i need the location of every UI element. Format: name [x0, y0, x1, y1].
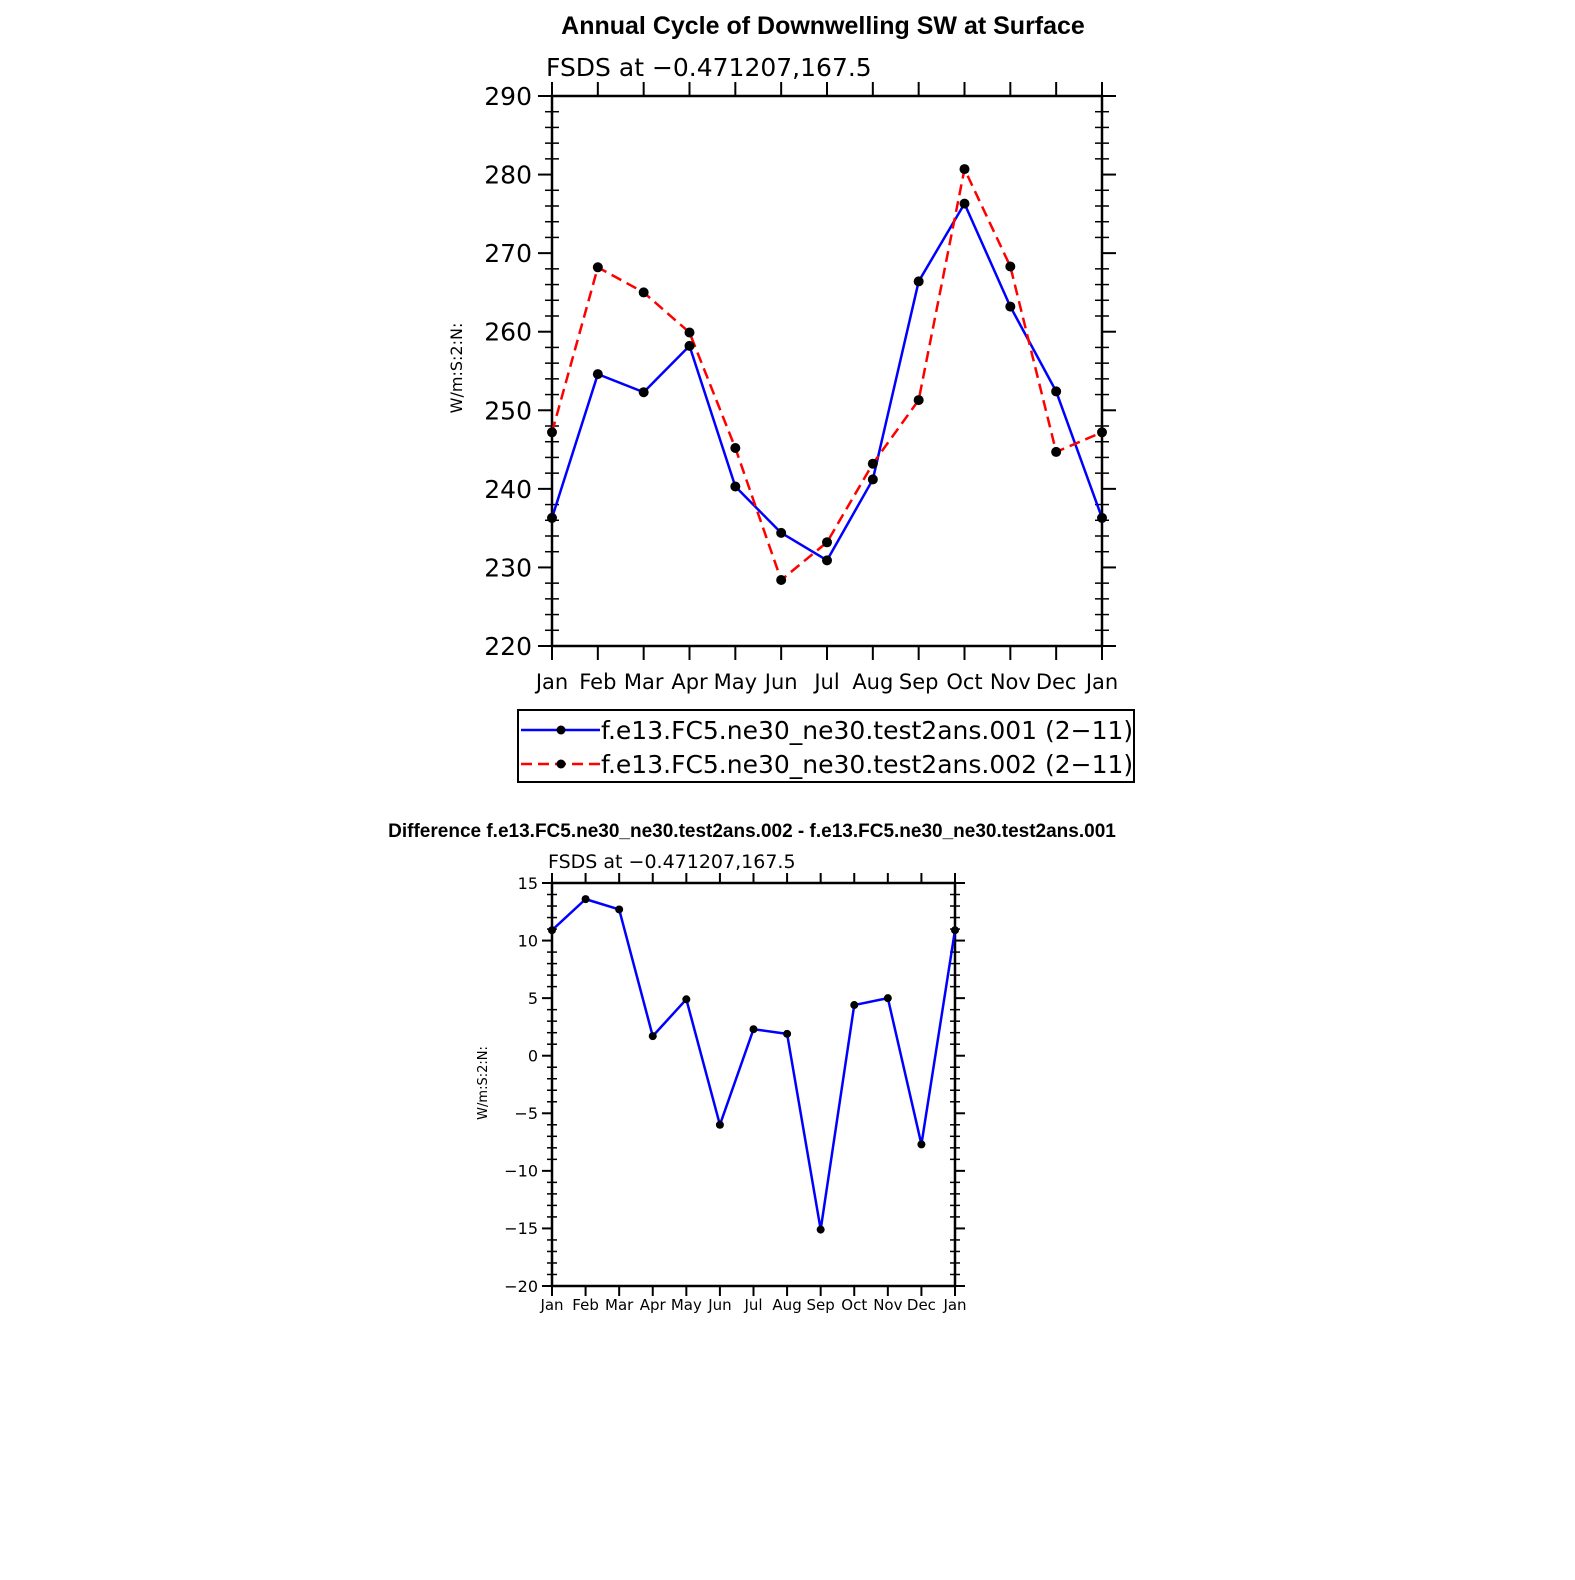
- data-point-series-1: [817, 1226, 825, 1234]
- x-tick-label: Dec: [1035, 670, 1077, 694]
- y-tick-label: 10: [517, 931, 538, 951]
- x-tick-label: Jul: [744, 1296, 763, 1314]
- y-axis-label: W/m:S:2:N:: [447, 322, 466, 414]
- data-point-series-1: [1051, 386, 1061, 396]
- x-tick-label: Feb: [572, 1296, 599, 1314]
- data-point-series-1: [822, 555, 832, 565]
- chart-subtitle: FSDS at −0.471207,167.5: [546, 53, 872, 82]
- data-point-series-2: [914, 395, 924, 405]
- chart-title: Annual Cycle of Downwelling SW at Surface: [561, 12, 1085, 40]
- y-tick-label: 290: [484, 82, 532, 111]
- data-points: [548, 895, 959, 1233]
- series-lines: [552, 899, 955, 1229]
- data-point-series-1: [951, 926, 959, 934]
- x-tick-label: Feb: [579, 670, 617, 694]
- data-point-series-1: [884, 994, 892, 1002]
- chart-title: Difference f.e13.FC5.ne30_ne30.test2ans.002 - f.e13.FC5.ne30_ne30.test2ans.001: [388, 821, 1116, 842]
- legend-label-series-2: f.e13.FC5.ne30_ne30.test2ans.002 (2−11): [601, 750, 1134, 779]
- x-tick-label: Sep: [806, 1296, 835, 1314]
- data-point-series-1: [776, 528, 786, 538]
- x-tick-label: Mar: [605, 1296, 634, 1314]
- data-point-series-2: [685, 328, 695, 338]
- y-tick-label: 220: [484, 632, 532, 661]
- x-tick-label: Aug: [852, 670, 894, 694]
- data-point-series-2: [776, 575, 786, 585]
- x-tick-label: Apr: [671, 670, 708, 694]
- y-tick-label: 0: [527, 1046, 538, 1066]
- data-point-series-2: [1051, 447, 1061, 457]
- plot-frame: [552, 883, 955, 1286]
- legend-marker-series-2: [557, 760, 566, 769]
- data-point-series-1: [850, 1001, 858, 1009]
- series-line-1: [552, 899, 955, 1229]
- x-tick-label: Jun: [708, 1296, 732, 1314]
- y-tick-label: 280: [484, 160, 532, 190]
- y-tick-label: 230: [484, 553, 532, 583]
- series-lines: [552, 169, 1102, 580]
- data-point-series-1: [868, 474, 878, 484]
- x-tick-label: Jan: [943, 1296, 967, 1314]
- data-point-series-1: [593, 369, 603, 379]
- data-point-series-1: [682, 995, 690, 1003]
- x-tick-label: Jun: [764, 670, 798, 694]
- data-point-series-2: [1097, 427, 1107, 437]
- x-tick-label: Oct: [841, 1296, 868, 1314]
- x-tick-label: Sep: [898, 670, 939, 694]
- data-point-series-2: [593, 262, 603, 272]
- data-point-series-1: [914, 276, 924, 286]
- axes: [504, 873, 966, 1314]
- data-point-series-2: [822, 537, 832, 547]
- x-tick-label: May: [670, 1296, 702, 1314]
- series-line-2: [552, 169, 1102, 580]
- legend-label-series-1: f.e13.FC5.ne30_ne30.test2ans.001 (2−11): [601, 716, 1134, 745]
- x-tick-label: Jan: [1085, 670, 1119, 694]
- data-point-series-2: [547, 427, 557, 437]
- x-tick-label: May: [713, 670, 758, 694]
- y-tick-label: 260: [484, 317, 532, 347]
- difference-chart: [388, 821, 1116, 1314]
- data-points: [547, 164, 1107, 585]
- data-point-series-2: [960, 164, 970, 174]
- data-point-series-1: [1005, 302, 1015, 312]
- chart-subtitle: FSDS at −0.471207,167.5: [548, 851, 796, 873]
- data-point-series-1: [960, 199, 970, 209]
- y-tick-label: −15: [504, 1219, 538, 1239]
- x-tick-label: Nov: [873, 1296, 903, 1314]
- x-tick-label: Jan: [540, 1296, 564, 1314]
- data-point-series-1: [1097, 513, 1107, 523]
- x-tick-label: Apr: [639, 1296, 666, 1314]
- data-point-series-1: [548, 926, 556, 934]
- data-point-series-1: [716, 1121, 724, 1129]
- x-tick-label: Jul: [814, 670, 840, 694]
- y-axis-label: W/m:S:2:N:: [476, 1046, 491, 1120]
- y-tick-label: −20: [504, 1276, 538, 1296]
- legend-marker-series-1: [557, 726, 566, 735]
- x-tick-label: Jan: [535, 670, 569, 694]
- data-point-series-1: [730, 482, 740, 492]
- y-tick-label: 240: [484, 474, 532, 504]
- y-tick-label: −5: [514, 1104, 538, 1124]
- x-tick-label: Nov: [989, 670, 1031, 694]
- data-point-series-2: [1005, 262, 1015, 272]
- y-tick-label: 250: [484, 396, 532, 426]
- legend: [518, 710, 1134, 782]
- data-point-series-1: [917, 1140, 925, 1148]
- data-point-series-1: [547, 513, 557, 523]
- data-point-series-1: [649, 1032, 657, 1040]
- data-point-series-1: [685, 341, 695, 351]
- axes: [484, 82, 1118, 694]
- data-point-series-2: [730, 443, 740, 453]
- x-tick-label: Dec: [906, 1296, 936, 1314]
- x-tick-label: Mar: [623, 670, 664, 694]
- data-point-series-1: [582, 895, 590, 903]
- y-tick-label: −10: [504, 1161, 538, 1181]
- y-tick-label: 5: [527, 988, 538, 1008]
- series-line-1: [552, 204, 1102, 561]
- y-tick-label: 15: [517, 873, 538, 893]
- data-point-series-1: [615, 905, 623, 913]
- data-point-series-1: [783, 1030, 791, 1038]
- data-point-series-1: [750, 1025, 758, 1033]
- x-tick-label: Aug: [772, 1296, 802, 1314]
- annual-cycle-chart: [447, 12, 1134, 782]
- x-tick-label: Oct: [946, 670, 983, 694]
- y-tick-label: 270: [484, 239, 532, 269]
- data-point-series-1: [639, 387, 649, 397]
- data-point-series-2: [868, 459, 878, 469]
- data-point-series-2: [639, 287, 649, 297]
